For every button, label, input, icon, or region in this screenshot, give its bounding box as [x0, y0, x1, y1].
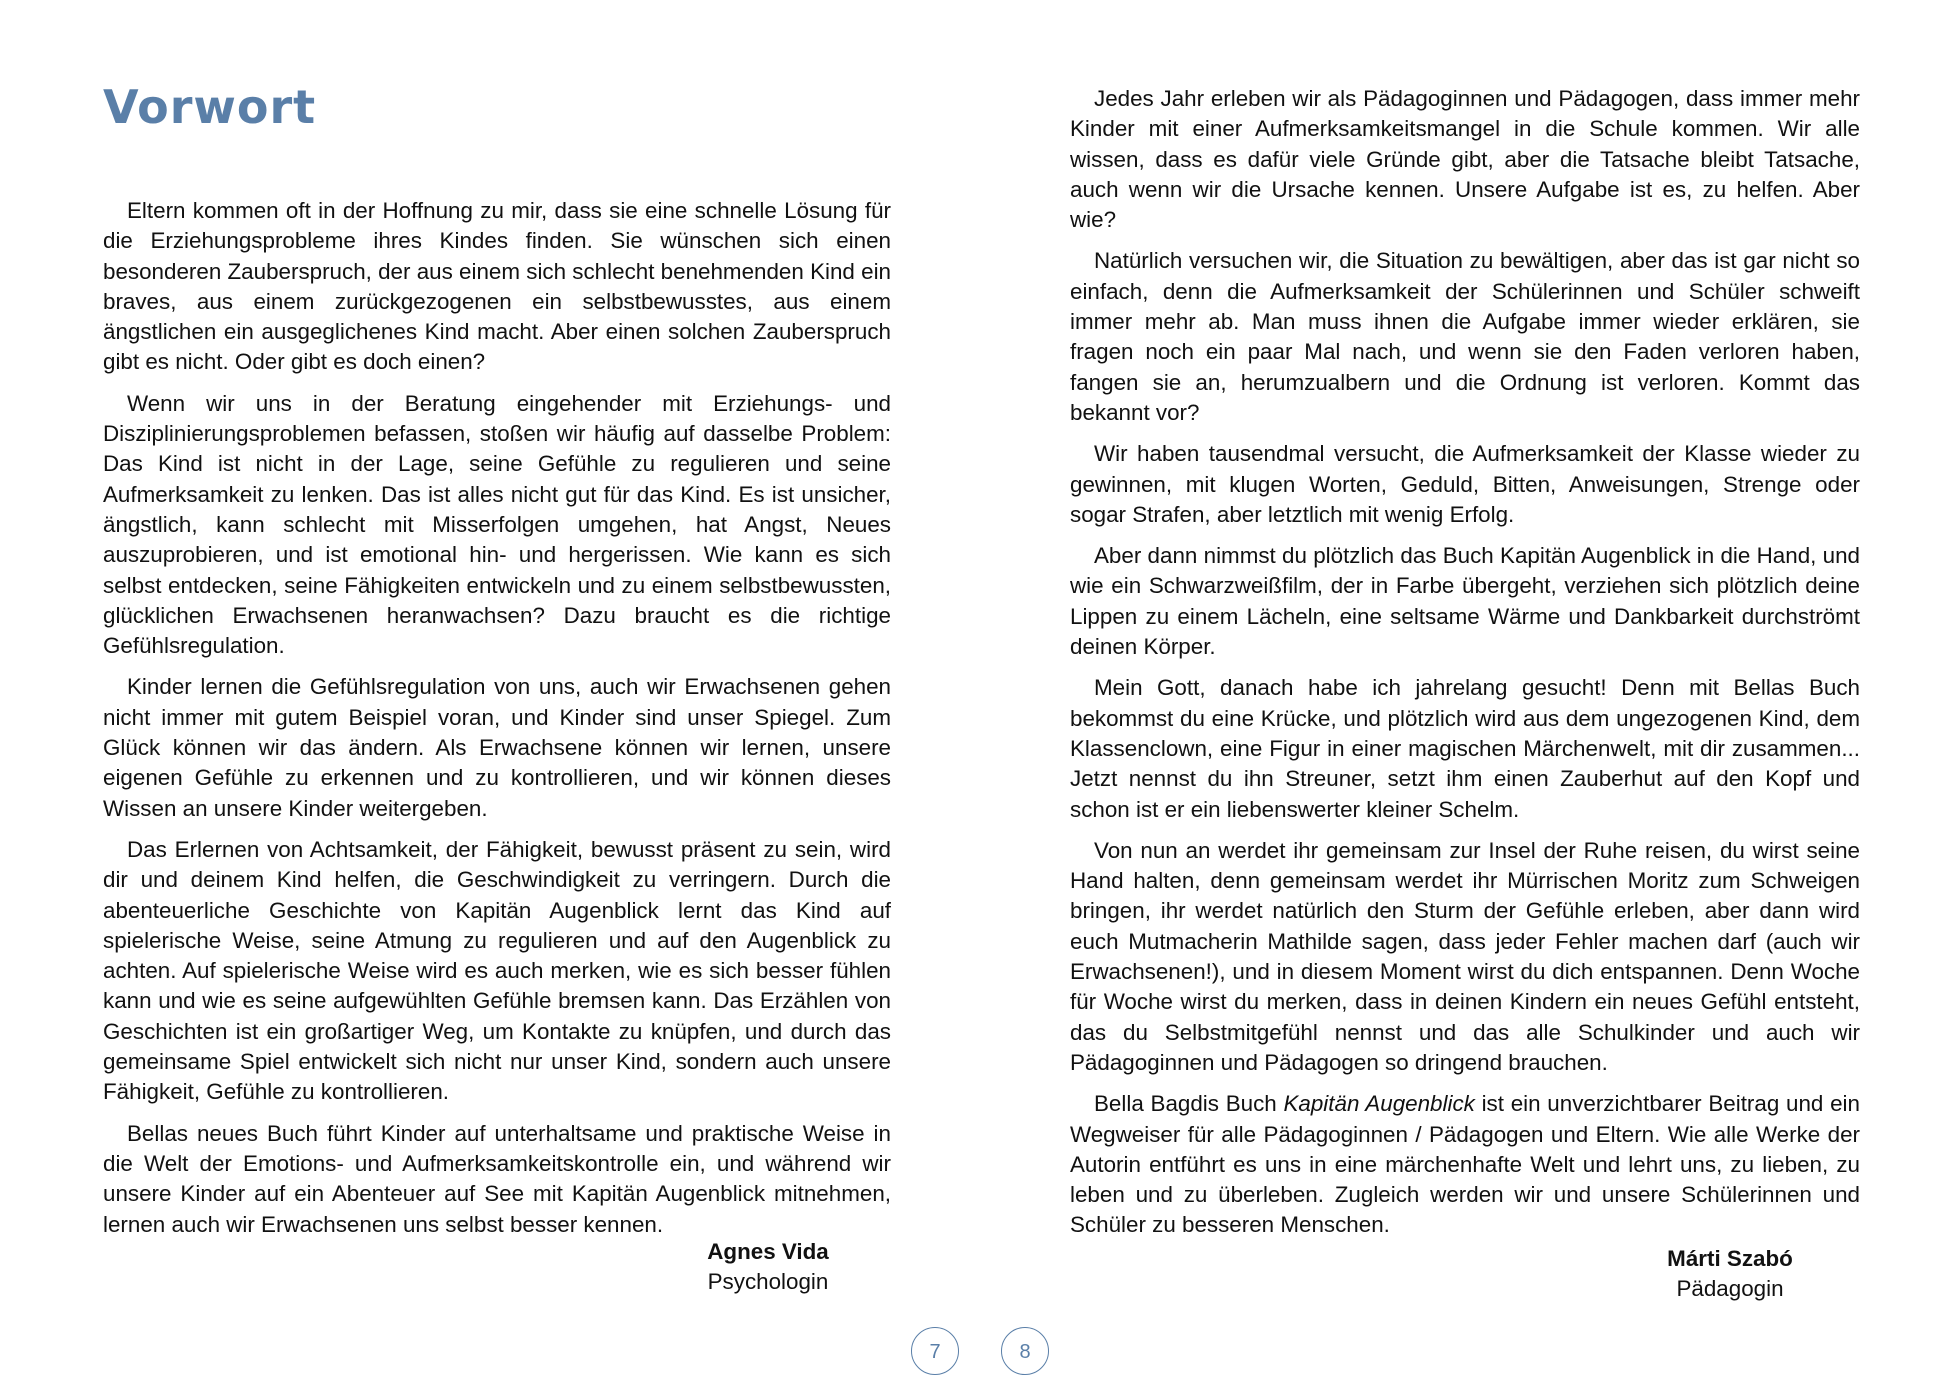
right-paragraph-5: Mein Gott, danach habe ich jahrelang gesucht! Denn mit Bellas Buch bekommst du eine Krücke, und plötzlich wird aus dem ungezogenen Kind, dem Klassenclown, eine Figur in einer magischen Märchenwelt, mit dir zusammen... Jetzt nennst du ihn Streuner, setzt ihm einen Zauberhut auf den Kopf und schon ist er ein liebenswerter kleiner Schelm. — [1070, 675, 1860, 822]
signature-name: Márti Szabó — [1667, 1246, 1793, 1271]
paragraph-text-end: ist ein unverzichtbarer Beitrag und ein Wegweiser für alle Pädagoginnen / Pädagogen und Eltern. Wie alle Werke der Autorin entführt es uns in eine märchenhafte Welt und lehrt uns, zu lieben, zu leben und zu überleben. Zugleich werden wir und unsere Schülerinnen und Schüler zu besseren Menschen. — [1070, 1091, 1860, 1238]
right-paragraph-7 — [1070, 1089, 1860, 1240]
left-paragraph-3: Kinder lernen die Gefühlsregulation von uns, auch wir Erwachsenen gehen nicht immer mit gutem Beispiel voran, und Kinder sind unser Spiegel. Zum Glück können wir das ändern. Als Erwachsene können wir lernen, unsere eigenen Gefühle zu erkennen und zu kontrollieren, und wir können dieses Wissen an unsere Kinder weitergeben. — [103, 674, 891, 821]
page-title: Vorwort — [103, 80, 317, 134]
book-title-italic: Kapitän Augenblick — [1283, 1091, 1475, 1117]
right-paragraph-4: Aber dann nimmst du plötzlich das Buch Kapitän Augenblick in die Hand, und wie ein Schwarzweißfilm, der in Farbe übergeht, verziehen sich plötzlich deine Lippen zu einem Lächeln, eine seltsame Wärme und Dankbarkeit durchströmt deinen Körper. — [1070, 543, 1860, 660]
left-page — [103, 80, 891, 1251]
right-signature — [1630, 1244, 1830, 1304]
signature-role: Psychologin — [707, 1269, 829, 1294]
page-number-left: 7 — [911, 1327, 959, 1375]
paragraph-text-start: Bella Bagdis Buch — [1094, 1091, 1284, 1117]
left-paragraph-4: Das Erlernen von Achtsamkeit, der Fähigkeit, bewusst präsent zu sein, wird dir und deinem Kind helfen, die Geschwindigkeit zu verringern. Durch die abenteuerliche Geschichte von Kapitän Augenblick lernt das Kind auf spielerische Weise, seine Atmung zu regulieren und auf den Augenblick zu achten. Auf spielerische Weise wird es auch merken, wie es sich besser fühlen kann und wie es seine aufgewühlten Gefühle bremsen kann. Das Erzählen von Geschichten ist ein großartiger Weg, um Kontakte zu knüpfen, und durch das gemeinsame Spiel entwickelt sich nicht nur unser Kind, sondern auch unsere Fähigkeit, Gefühle zu kontrollieren. — [103, 836, 891, 1105]
signature-name: Agnes Vida — [707, 1239, 829, 1264]
signature-role: Pädagogin — [1676, 1276, 1784, 1301]
left-paragraph-2: Wenn wir uns in der Beratung eingehender mit Erziehungs- und Disziplinierungsproblemen befassen, stoßen wir häufig auf dasselbe Problem: Das Kind ist nicht in der Lage, seine Gefühle zu regulieren und seine Aufmerksamkeit zu lenken. Das ist alles nicht gut für das Kind. Es ist unsicher, ängstlich, kann schlecht mit Misserfolgen umgehen, hat Angst, Neues auszuprobieren, und ist emotional hin- und hergerissen. Wie kann es sich selbst entdecken, seine Fähigkeiten entwickeln und zu einem selbstbewussten, glücklichen Erwachsenen heranwachsen? Dazu braucht es die richtige Gefühlsregulation. — [103, 390, 891, 659]
page-number-right: 8 — [1001, 1327, 1049, 1375]
right-paragraph-1: Jedes Jahr erleben wir als Pädagoginnen und Pädagogen, dass immer mehr Kinder mit einer Aufmerksamkeitsmangel in die Schule kommen. Wir alle wissen, dass es dafür viele Gründe gibt, aber die Tatsache bleibt Tatsache, auch wenn wir die Ursache kennen. Unsere Aufgabe ist es, zu helfen. Aber wie? — [1070, 86, 1860, 233]
right-paragraph-2: Natürlich versuchen wir, die Situation zu bewältigen, aber das ist gar nicht so einfach, denn die Aufmerksamkeit der Schülerinnen und Schüler schweift immer mehr ab. Man muss ihnen die Aufgabe immer wieder erklären, sie fragen noch ein paar Mal nach, und wenn sie den Faden verloren haben, fangen sie an, herumzualbern und die Ordnung ist verloren. Kommt das bekannt vor? — [1070, 248, 1860, 425]
left-signature — [668, 1237, 868, 1297]
left-paragraph-1: Eltern kommen oft in der Hoffnung zu mir, dass sie eine schnelle Lösung für die Erziehungsprobleme ihres Kindes finden. Sie wünschen sich einen besonderen Zauberspruch, der aus einem sich schlecht benehmenden Kind ein braves, aus einem zurückgezogenen ein selbstbewusstes, aus einem ängstlichen ein ausgeglichenes Kind macht. Aber einen solchen Zauberspruch gibt es nicht. Oder gibt es doch einen? — [103, 198, 891, 375]
right-paragraph-6: Von nun an werdet ihr gemeinsam zur Insel der Ruhe reisen, du wirst seine Hand halten, denn gemeinsam werdet ihr Mürrischen Moritz zum Schweigen bringen, ihr werdet natürlich den Sturm der Gefühle erleben, aber dann wird euch Mutmacherin Mathilde sagen, dass jeder Fehler machen darf (auch wir Erwachsenen!), und in diesem Moment wirst du dich entspannen. Denn Woche für Woche wirst du merken, dass in deinen Kindern ein neues Gefühl entsteht, das du Selbstmitgefühl nennst und das alle Schulkinder und auch wir Pädagoginnen und Pädagogen so dringend brauchen. — [1070, 837, 1860, 1075]
right-paragraph-3: Wir haben tausendmal versucht, die Aufmerksamkeit der Klasse wieder zu gewinnen, mit klugen Worten, Geduld, Bitten, Anweisungen, Strenge oder sogar Strafen, aber letztlich mit wenig Erfolg. — [1070, 441, 1860, 527]
left-paragraph-5: Bellas neues Buch führt Kinder auf unterhaltsame und praktische Weise in die Welt der Emotions- und Aufmerksamkeitskontrolle ein, und während wir unsere Kinder auf ein Abenteuer auf See mit Kapitän Augenblick mitnehmen, lernen auch wir Erwachsenen uns selbst besser kennen. — [103, 1120, 891, 1237]
right-page — [1070, 84, 1860, 1252]
